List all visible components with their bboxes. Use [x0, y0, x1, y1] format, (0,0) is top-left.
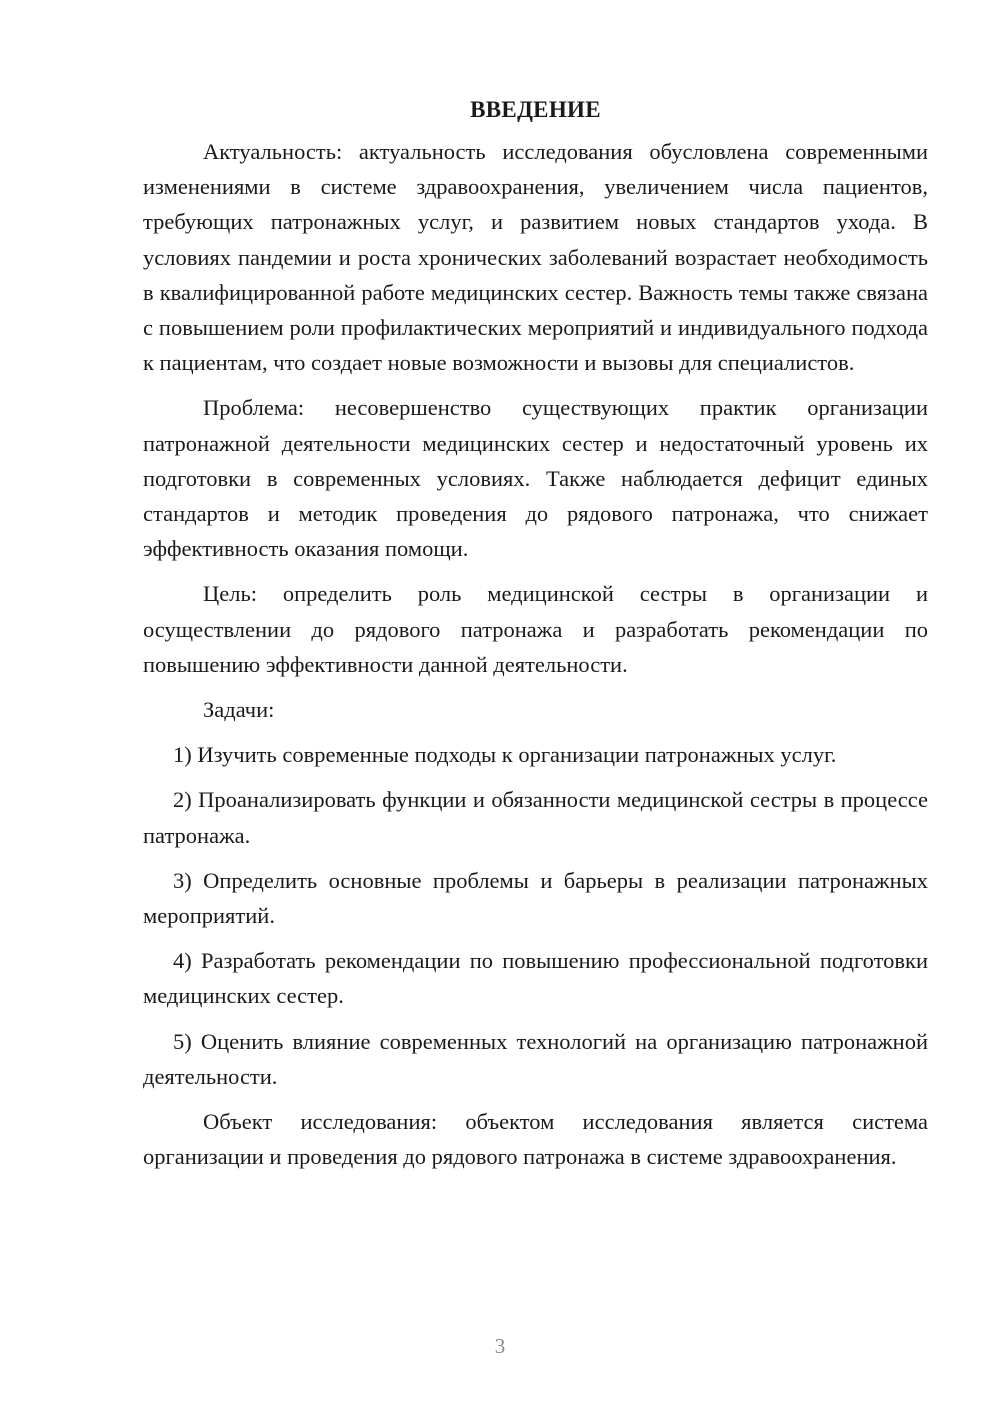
document-page [143, 92, 928, 1184]
page-number: 3 [494, 1334, 506, 1358]
tasks-list [143, 737, 928, 1094]
task-item: 4) Разработать рекомендации по повышению профессиональной подготовки медицинских сестер. [143, 948, 928, 1009]
object-paragraph: Объект исследования: объектом исследования является система организации и проведения до рядового патронажа в системе здравоохранения. [143, 1109, 928, 1170]
goal-paragraph: Цель: определить роль медицинской сестры в организации и осуществлении до рядового патронажа и разработать рекомендации по повышению эффективности данной деятельности. [143, 581, 928, 677]
task-item: 1) Изучить современные подходы к организации патронажных услуг. [173, 742, 837, 768]
problem-paragraph: Проблема: несовершенство существующих практик организации патронажной деятельности медицинских сестер и недостаточный уровень их подготовки в современных условиях. Также наблюдается дефицит единых стандартов и методик проведения до рядового патронажа, что снижает эффективность оказания помощи. [143, 395, 928, 562]
section-title: ВВЕДЕНИЕ [470, 97, 601, 122]
task-item: 3) Определить основные проблемы и барьеры в реализации патронажных мероприятий. [143, 867, 928, 929]
tasks-label: Задачи: [203, 697, 275, 723]
relevance-paragraph: Актуальность: актуальность исследования обусловлена современными изменениями в системе здравоохранения, увеличением числа пациентов, требующих патронажных услуг, и развитием новых стандартов ухода. В условиях пандемии и роста хронических заболеваний возрастает необходимость в квалифицированной работе медицинских сестер. Важность темы также связана с повышением роли профилактических мероприятий и индивидуального подхода к пациентам, что создает новые возможности и вызовы для специалистов. [143, 139, 928, 376]
task-item: 5) Оценить влияние современных технологий на организацию патронажной деятельности. [143, 1028, 928, 1089]
task-item: 2) Проанализировать функции и обязанности медицинской сестры в процессе патронажа. [143, 787, 928, 848]
